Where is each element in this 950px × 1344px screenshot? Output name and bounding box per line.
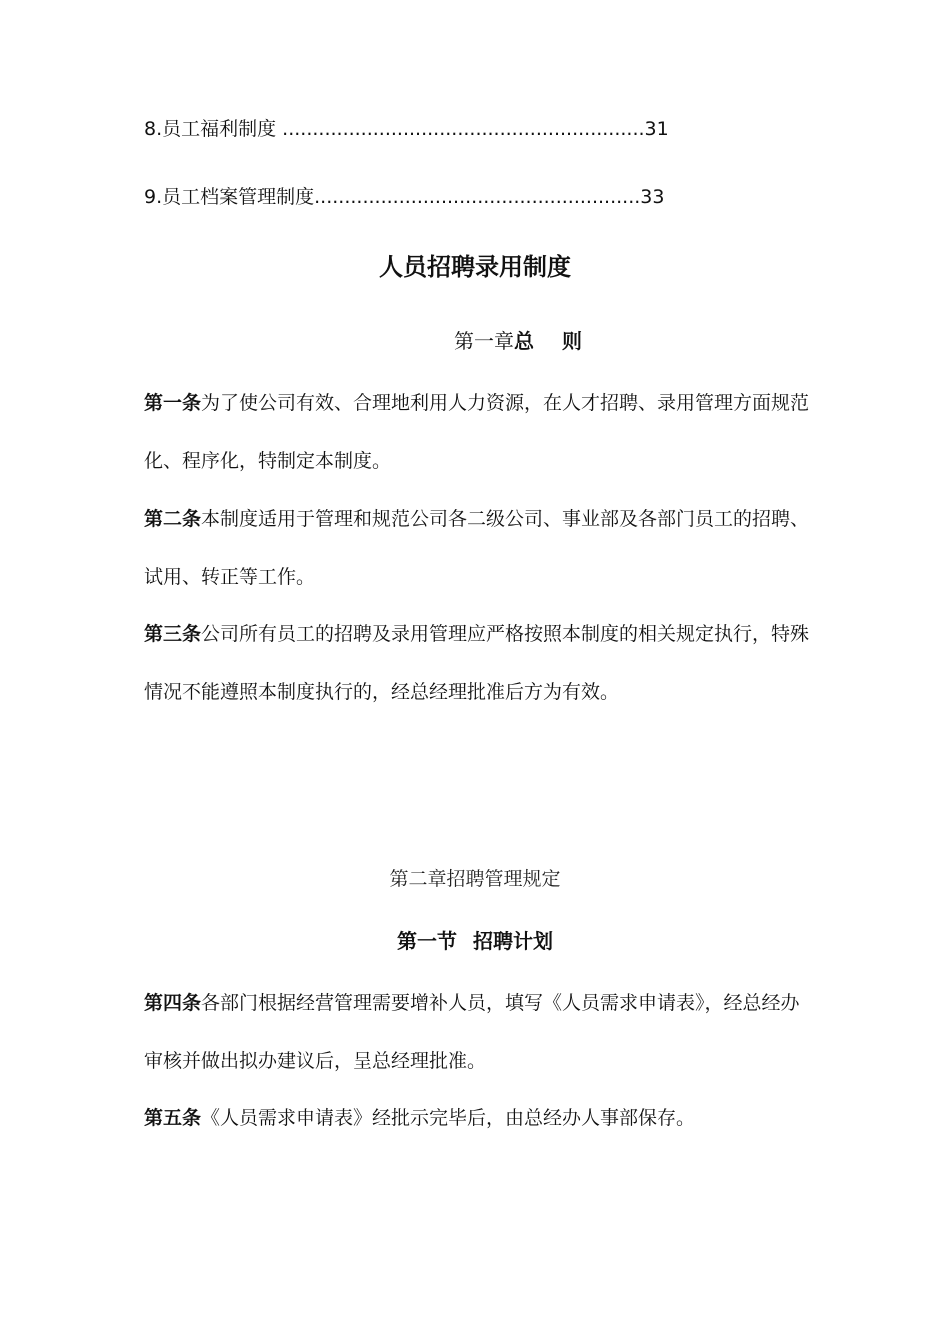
- section-one-heading: [0, 927, 950, 955]
- chapter-one-heading: [454, 327, 582, 355]
- article-5: [144, 1089, 810, 1147]
- toc-page-number: 33: [640, 186, 665, 208]
- section-name: 招聘计划: [473, 929, 553, 953]
- toc-entry-8[interactable]: [144, 117, 752, 141]
- toc-entry-9[interactable]: [144, 185, 752, 209]
- article-label: 第二条: [144, 508, 202, 530]
- article-text: 本制度适用于管理和规范公司各二级公司、事业部及各部门员工的招聘、试用、转正等工作。: [144, 508, 810, 588]
- article-text: 各部门根据经营管理需要增补人员，填写《人员需求申请表》，经总经办审核并做出拟办建议后，呈总经理批准。: [144, 992, 800, 1072]
- article-1: [144, 374, 810, 490]
- chapter-one-prefix: 第一章: [454, 329, 514, 353]
- article-2: [144, 490, 810, 606]
- article-4: [144, 974, 810, 1090]
- section-number: 第一节: [397, 929, 457, 953]
- article-label: 第一条: [144, 392, 202, 414]
- article-3: [144, 605, 810, 721]
- chapter-one-word-1: 总: [514, 329, 534, 353]
- article-label: 第四条: [144, 992, 202, 1014]
- toc-leader-dots: ......................................................: [314, 186, 641, 208]
- toc-entry-label: 8.员工福利制度: [144, 118, 283, 140]
- chapter-two-heading: 第二章招聘管理规定: [389, 868, 561, 890]
- article-text: 为了使公司有效、合理地利用人力资源，在人才招聘、录用管理方面规范化、程序化，特制定本制度。: [144, 392, 810, 472]
- document-title: 人员招聘录用制度: [379, 253, 571, 281]
- article-text: 公司所有员工的招聘及录用管理应严格按照本制度的相关规定执行，特殊情况不能遵照本制度执行的，经总经理批准后方为有效。: [144, 623, 810, 703]
- toc-page-number: 31: [644, 118, 669, 140]
- article-label: 第五条: [144, 1107, 202, 1129]
- toc-leader-dots: ............................................................: [282, 118, 645, 140]
- article-label: 第三条: [144, 623, 202, 645]
- chapter-one-word-2: 则: [562, 329, 582, 353]
- toc-entry-label: 9.员工档案管理制度: [144, 186, 315, 208]
- article-text: 《人员需求申请表》经批示完毕后，由总经办人事部保存。: [201, 1107, 696, 1129]
